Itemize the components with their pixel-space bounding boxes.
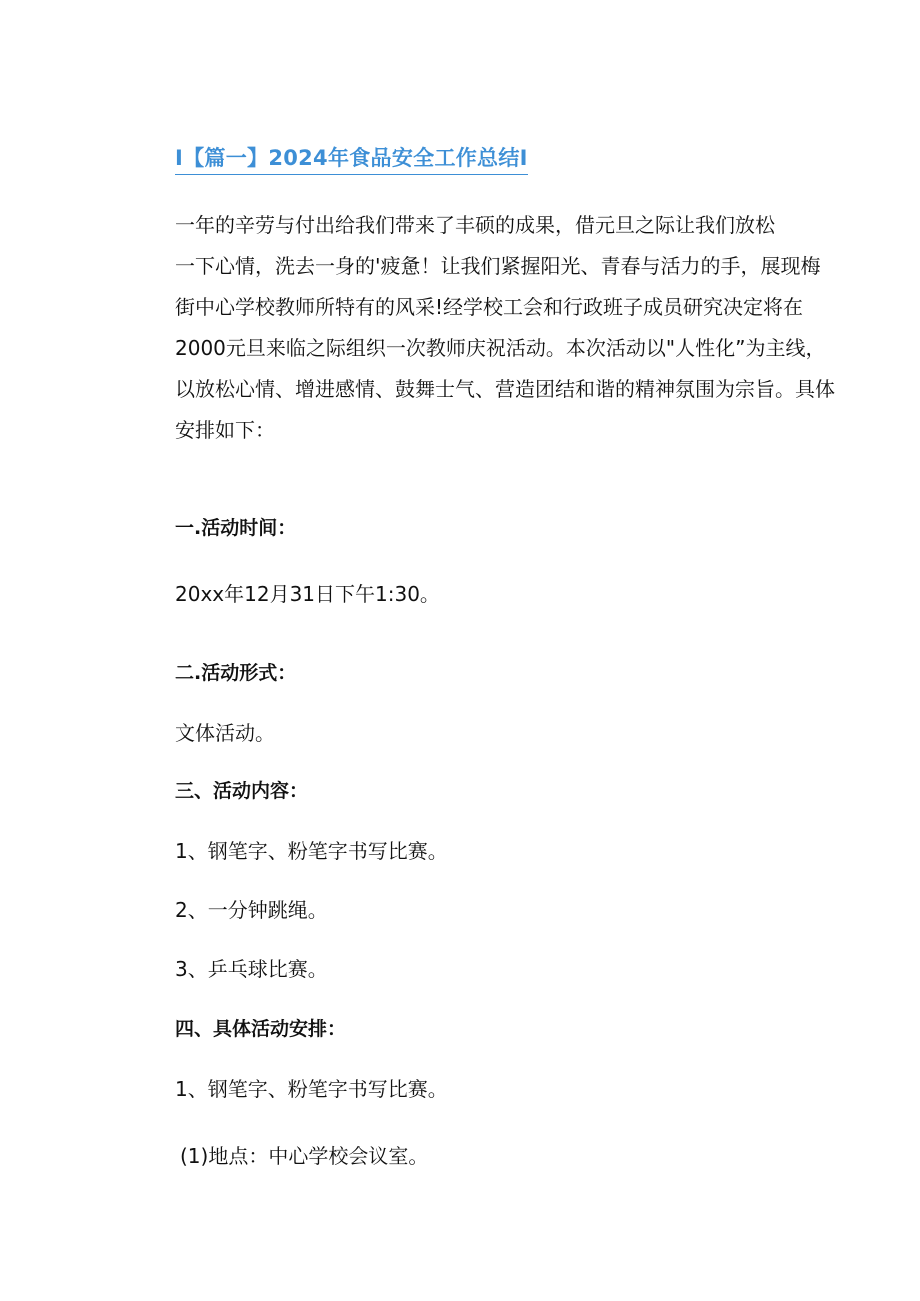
- intro-line: 以放松心情、增进感情、鼓舞士气、营造团结和谐的精神氛围为宗旨。具体: [175, 377, 835, 401]
- intro-line: 街中心学校教师所特有的风采!经学校工会和行政班子成员研究决定将在: [175, 295, 804, 319]
- content-list-item: 2、一分钟跳绳。: [175, 898, 328, 922]
- intro-line: 安排如下：: [175, 418, 275, 442]
- document-title: I【篇一】2024年食品安全工作总结I: [175, 142, 528, 175]
- section-heading-arrangement: 四、具体活动安排：: [175, 1018, 347, 1040]
- activity-format-text: 文体活动。: [175, 721, 275, 745]
- section-heading-time: 一.活动时间：: [175, 517, 297, 539]
- activity-time-text: 20xx年12月31日下午1:30。: [175, 582, 440, 606]
- intro-line: 一年的辛劳与付出给我们带来了丰硕的成果，借元旦之际让我们放松: [175, 213, 775, 237]
- section-heading-format: 二.活动形式：: [175, 662, 297, 684]
- content-list-item: 1、钢笔字、粉笔字书写比赛。: [175, 839, 448, 863]
- content-list-item: 3、乒乓球比赛。: [175, 957, 328, 981]
- intro-line: 一下心情，洗去一身的'疲惫！让我们紧握阳光、青春与活力的手，展现梅: [175, 254, 821, 278]
- intro-paragraph: [175, 205, 835, 451]
- arrangement-sub-item: (1)地点：中心学校会议室。: [180, 1144, 429, 1168]
- intro-line: 2000元旦来临之际组织一次教师庆祝活动。本次活动以"人性化”为主线，: [175, 336, 826, 360]
- section-heading-content: 三、活动内容：: [175, 780, 309, 802]
- arrangement-list-item: 1、钢笔字、粉笔字书写比赛。: [175, 1077, 448, 1101]
